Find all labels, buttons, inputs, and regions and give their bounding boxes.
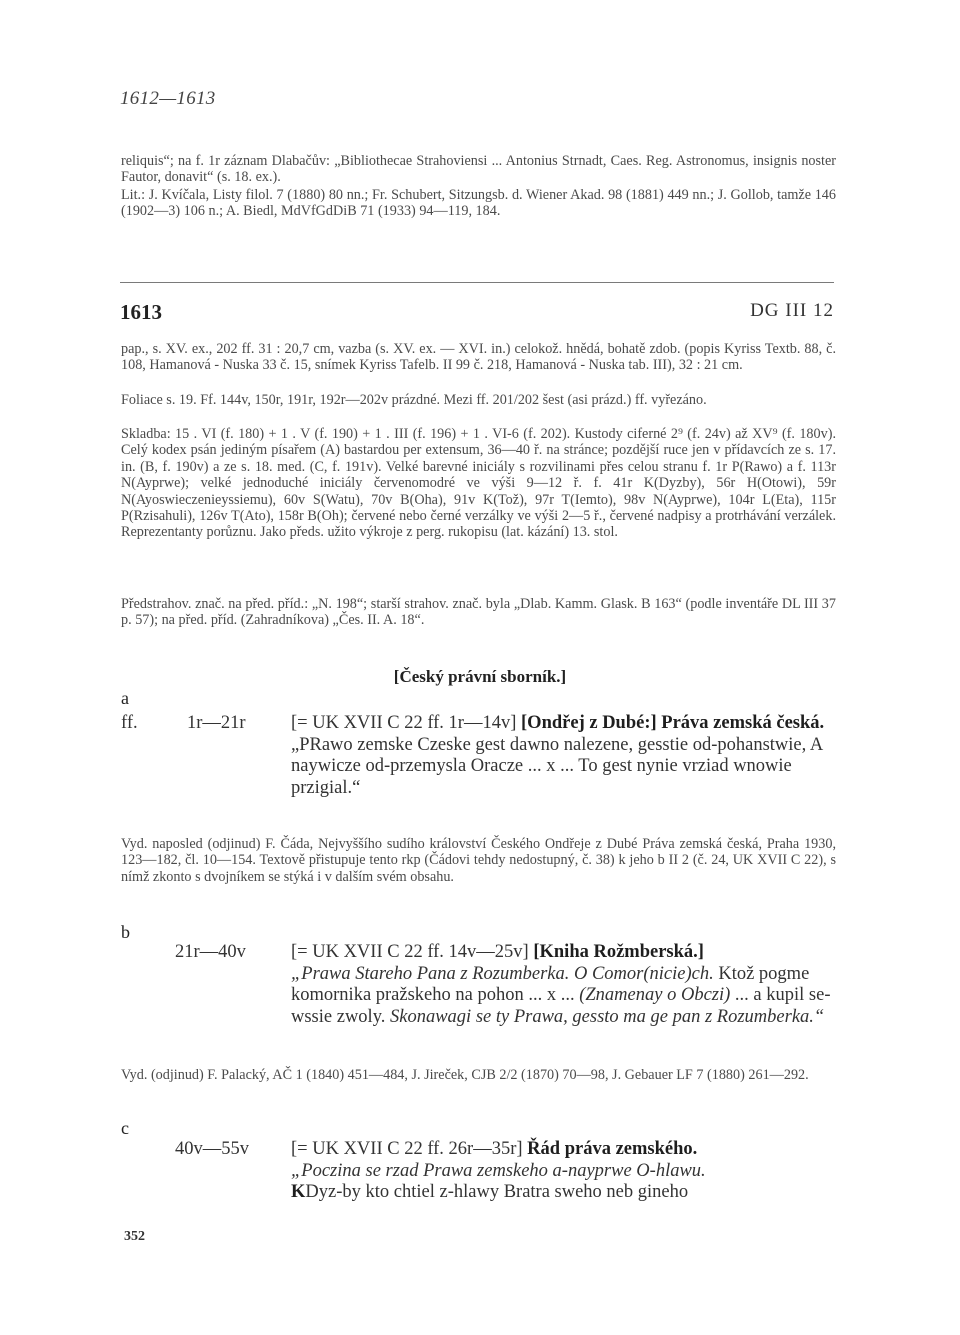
item-body-c [291,1139,836,1204]
item-incipit-b: Ktož pogme komornika pražskeho na pohon ... x ... [291,963,810,1005]
item-rubric-c: „Poczina se rzad Prawa zemskeho a-nayprwe O-hlawu. [291,1160,706,1181]
item-letter-b: b [121,922,130,942]
item-folios-a: 1r—21r [187,713,246,733]
item-incipit-b-3: ... a kupil se-wssie zwoly. [291,985,831,1027]
section-title: [Český právní sborník.] [393,667,567,686]
item-rubric-b: „Prawa Stareho Pana z Rozumberka. O Comor(nicie)ch. [291,963,714,984]
prev-entry-text: reliquis“; na f. 1r záznam Dlabačův: „Bibliothecae Strahoviensi ... Antonius Strnadt, Caes. Reg. Astronomus, insignis noster Fautor, donavit“ (s. 18. ex.). [121,153,836,186]
item-incipit-a: „PRawo zemske Czeske gest dawno nalezene, gesstie od-pohanstwie, A naywicze od-przemysla Oracze ... x ... To gest nynie vrziad wnowie przigial.“ [291,734,823,798]
item-ref-b: [= UK XVII C 22 ff. 14v—25v] [291,942,529,962]
item-title-a: Práva zemská česká. [661,713,825,733]
item-edition-b: Vyd. (odjinud) F. Palacký, AČ 1 (1840) 451—484, J. Jireček, CJB 2/2 (1870) 70—98, J. Gebauer LF 7 (1880) 261—292. [121,1067,809,1083]
entry-number: 1613 [120,300,162,324]
item-letter-c: c [121,1118,129,1138]
item-title-c: Řád práva zemského. [527,1139,698,1159]
item-folios-b: 21r—40v [175,942,246,962]
item-incipit-b-2: (Znamenay o Obczi) [579,985,731,1005]
collation-note: Skladba: 15 . VI (f. 180) + 1 . V (f. 190) + 1 . III (f. 196) + 1 . VI-6 (f. 202). Kustody ciferné 2⁹ (f. 24v) až XV⁹ (f. 180v). Celý kodex psán jediným písařem (A) bastardou per extensum, 36—40 ř. na stránce; pozdější ruce jen v přídavcích ze s. 17. in. (B, f. 190v) a ze s. 18. med. (C, f. 191v). Velké barevné iniciály s rozvilinami přes celou stranu f. 1r P(Rawo) a f. 113r N(Ayprwe); velké jednoduché iniciály červenomodré ve výši 9—12 ř. f. 41r K(Dyzby), 56r H(Otowi), 59r N(Ayoswieczenieyssiemu), 60v S(Watu), 70v B(Oha), 91v K(Tož), 97r T(Iemto), 98v N(Ayprwe), 104r L(Eta), 115r P(Rzisahuli), 126v T(Ato), 158r B(Oh); červené nebo černé verzálky ve výši 2—5 ř., červené nadpisy a protrhávání verzálek. Reprezentanty porůznu. Jako předs. užito výkroje z perg. rukopisu (lat. kázání) 13. stol. [121,426,836,541]
item-explicit-b: Skonawagi se ty Prawa, gessto ma ge pan z Rozumberka.“ [390,1006,825,1027]
item-folios-c: 40v—55v [175,1139,249,1159]
shelfmark: DG III 12 [750,300,834,321]
provenance-note: Předstrahov. znač. na před. příd.: „N. 198“; starší strahov. znač. byla „Dlab. Kamm. Glask. B 163“ (podle inventáře DL III 37 p. 57); na před. příd. (Zahradníkova) „Čes. II. A. 18“. [121,596,836,629]
item-body-b [291,942,836,1028]
item-body-a [291,713,836,799]
foliation-note: Foliace s. 19. Ff. 144v, 150r, 191r, 192r—202v prázdné. Mezi ff. 201/202 šest (asi prázd.) ff. vyřezáno. [121,392,707,408]
running-head: 1612—1613 [120,88,216,109]
item-title-b: [Kniha Rožmberská.] [533,942,704,962]
item-author-a: [Ondřej z Dubé:] [521,713,657,733]
ff-label: ff. [121,713,138,733]
prev-entry-literature: Lit.: J. Kvíčala, Listy filol. 7 (1880) 80 nn.; Fr. Schubert, Sitzungsb. d. Wiener Akad. 98 (1881) 449 nn.; J. Gollob, tamže 146 (1902—3) 106 n.; A. Biedl, MdVfGdDiB 71 (1933) 94—119, 184. [121,187,836,220]
item-incipit-c: Dyz-by kto chtiel z-hlawy Bratra sweho neb gineho [305,1182,689,1202]
physical-description: pap., s. XV. ex., 202 ff. 31 : 20,7 cm, vazba (s. XV. ex. — XVI. in.) celokož. hnědá, bohatě zdob. (popis Kyriss Textb. 88, č. 108, Hamanová - Nuska 33 č. 15, snímek Kyriss Tafelb. II 99 č. 218, Hamanová - Nuska tab. III), 32 : 21 cm. [121,341,836,374]
page-number: 352 [124,1229,145,1244]
section-divider [120,282,834,283]
item-initial-c: K [291,1182,306,1202]
item-ref-c: [= UK XVII C 22 ff. 26r—35r] [291,1139,523,1159]
item-edition-a: Vyd. naposled (odjinud) F. Čáda, Nejvyššího sudího království Českého Ondřeje z Dubé Práva zemská česká, Praha 1930, 123—182, čl. 10—154. Textově přistupuje tento rkp (Čádovi tehdy nedostupný, č. 38) k jeho b II 2 (č. 24, UK XVII C 22), s nímž zkonto s dvojníkem se stýká i v dalším svém obsahu. [121,836,836,885]
item-letter-a: a [121,688,129,708]
item-ref-a: [= UK XVII C 22 ff. 1r—14v] [291,713,517,733]
